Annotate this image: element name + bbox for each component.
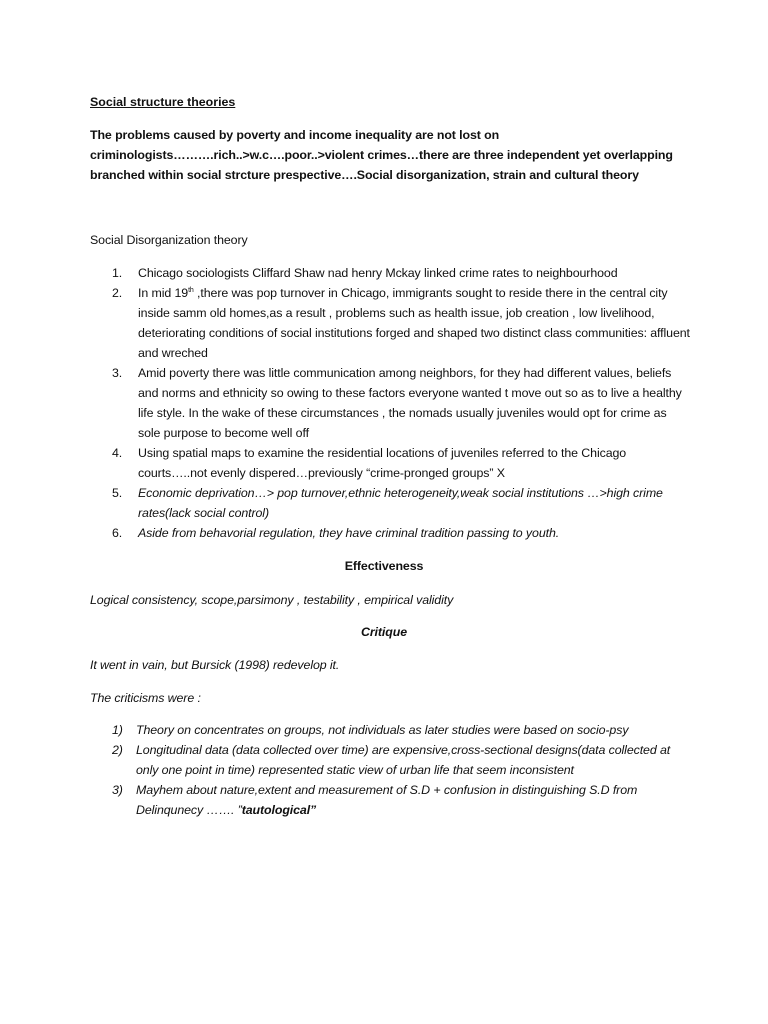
list-item-text-pre: Mayhem about nature,extent and measurement of S.D + confusion in distinguishing S.D from Delinqunecy ……. ” [136,783,638,817]
intro-paragraph: The problems caused by poverty and income inequality are not lost on criminologists……….rich..>w.c….poor..>violent crimes…there are three independent yet overlapping branched within social strcture prespective….Social disorganization, strain and cultural theory [90,128,673,182]
list-item-text: Chicago sociologists Cliffard Shaw nad henry Mckay linked crime rates to neighbourhood [138,266,618,280]
list-item-text-post: ,there was pop turnover in Chicago, immigrants sought to reside there in the central city inside samm old homes,as a result , problems such as health issue, job creation , low livelihood, deteriorating conditions of social institutions forged and shaped two distinct class communities: affluent and wreched [138,286,690,360]
list-marker: 2. [112,286,123,300]
list-item [90,483,690,523]
list-marker: 1. [112,266,123,280]
list-marker: 5. [112,486,123,500]
list-marker: 4. [112,446,123,460]
list-item [90,363,690,443]
numbered-list [90,263,690,543]
effectiveness-heading: Effectiveness [344,559,424,573]
list-marker: 1) [112,723,123,737]
critique-line-1: It went in vain, but Bursick (1998) redevelop it. [90,658,340,672]
list-item [90,720,690,740]
list-item-text-pre: In mid 19 [138,286,189,300]
list-marker: 6. [112,526,123,540]
list-marker: 2) [112,743,123,757]
section-heading: Social Disorganization theory [90,233,248,247]
list-item [90,740,690,780]
list-marker: 3) [112,783,123,797]
effectiveness-text: Logical consistency, scope,parsimony , testability , empirical validity [90,593,454,607]
list-item [90,523,690,543]
critique-line-2: The criticisms were : [90,691,201,705]
critique-heading: Critique [360,625,407,639]
list-item [90,283,690,363]
list-item-text: Using spatial maps to examine the residential locations of juveniles referred to the Chicago courts…..not evenly dispered…previously “crime-pronged groups” X [138,446,627,480]
list-item-text: Longitudinal data (data collected over time) are expensive,cross-sectional designs(data collected at only one point in time) represented static view of urban life that seem inconsistent [136,743,671,777]
document-title: Social structure theories [90,95,236,109]
list-item-text: Aside from behavorial regulation, they have criminal tradition passing to youth. [138,526,560,540]
list-item [90,263,690,283]
list-item-text: Theory on concentrates on groups, not individuals as later studies were based on socio-psy [136,723,629,737]
list-item [90,780,690,820]
superscript: th [188,286,194,294]
list-marker: 3. [112,366,123,380]
bold-term: tautological” [241,803,317,817]
list-item-text: Economic deprivation…> pop turnover,ethnic heterogeneity,weak social institutions …>high crime rates(lack social control) [138,486,663,520]
list-item [90,443,690,483]
list-item-text: Amid poverty there was little communication among neighbors, for they had different values, beliefs and norms and ethnicity so owing to these factors everyone wanted t move out so as to live a healthy life style. In the wake of these circumstances , the nomads usually juveniles would opt for crime as sole purpose to become well off [138,366,682,440]
criticism-list [90,720,690,820]
